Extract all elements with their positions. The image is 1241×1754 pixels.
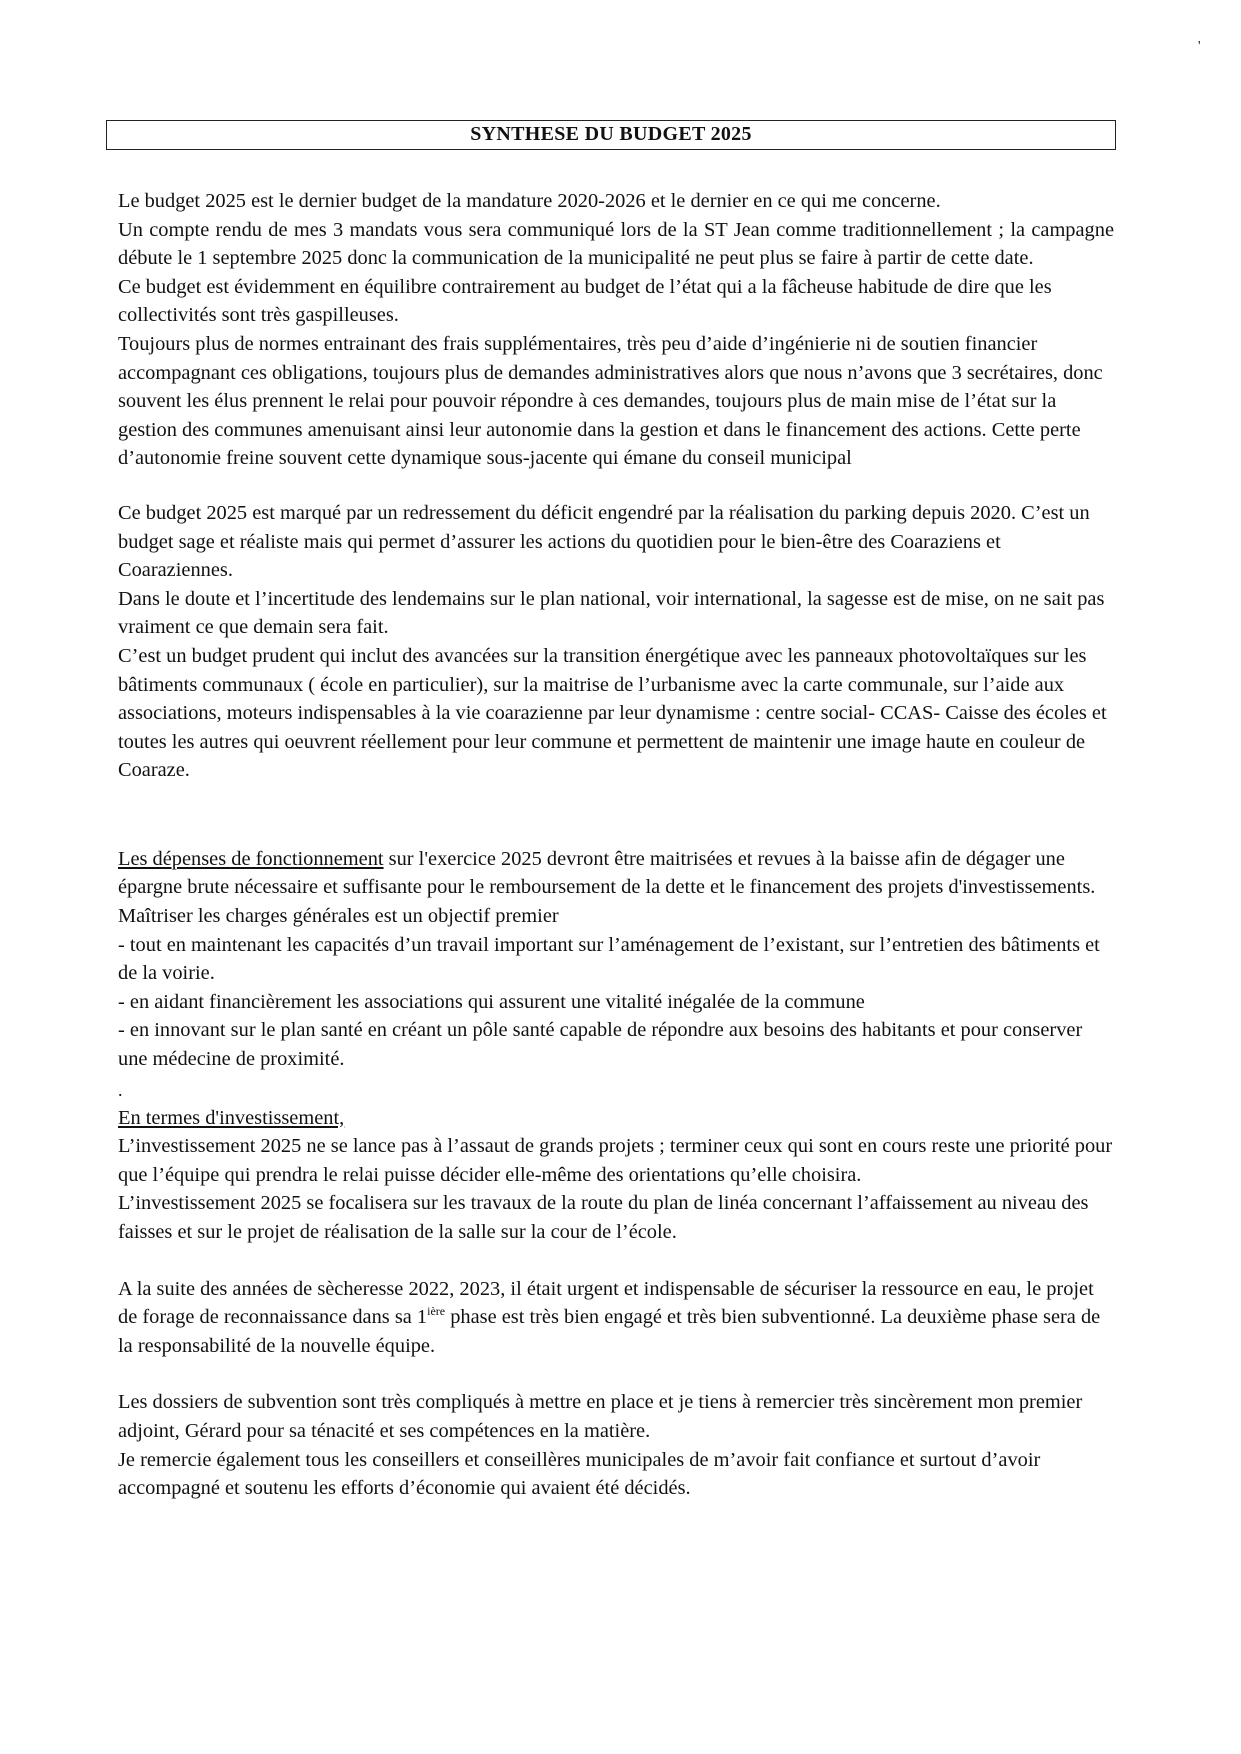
remerciements-paragraph: Je remercie également tous les conseillers et conseillères municipales de m’avoir fait confiance et surtout d’avoir accompagné et soutenu les efforts d’économie qui avaient été décidés. <box>118 1448 1041 1500</box>
bullet-item: - tout en maintenant les capacités d’un travail important sur l’aménagement de l’existant, sur l’entretien des bâtiments et de la voirie. <box>118 933 1100 985</box>
intro-paragraph-line: Le budget 2025 est le dernier budget de la mandature 2020-2026 et le dernier en ce qui me concerne. <box>118 190 941 212</box>
secheresse-text-a: A la suite des années de sècheresse 2022, 2023, il était urgent et indispensable de sécuriser la ressource en eau, le projet de forage de reconnaissance dans sa 1 <box>118 1277 1094 1329</box>
bullet-item: - en aidant financièrement les associations qui assurent une vitalité inégalée de la commune <box>118 990 865 1013</box>
spacer <box>118 785 1114 845</box>
spacer <box>118 1247 1114 1275</box>
stray-dot-line <box>118 1074 1114 1104</box>
spacer <box>118 1360 1114 1388</box>
investissement-heading: En termes d'investissement, <box>118 1106 345 1129</box>
depenses-text: sur l'exercice 2025 devront être maitrisées et revues à la baisse afin de dégager une épargne brute nécessaire et suffisante pour le remboursement de la dette et le financement des projets d'investissements. <box>118 847 1096 899</box>
investissement-paragraph: L’investissement 2025 ne se lance pas à l’assaut de grands projets ; terminer ceux qui sont en cours reste une priorité pour que l’équipe qui prendra le relai puisse décider elle-même des orientations qu’elle choisira. <box>118 1135 1113 1186</box>
corner-mark: ' <box>1198 39 1201 54</box>
secheresse-text-b: phase est très bien engagé et très bien subventionné. La deuxième phase sera de la responsabilité de la nouvelle équipe. <box>118 1306 1101 1357</box>
secheresse-paragraph <box>118 1275 1114 1361</box>
investissement-paragraph: L’investissement 2025 se focalisera sur les travaux de la route du plan de linéa concernant l’affaissement au niveau des faisses et sur le projet de réalisation de la salle sur la cour de l’école. <box>118 1192 1089 1243</box>
spacer <box>118 473 1114 499</box>
document-title: SYNTHESE DU BUDGET 2025 <box>470 123 752 145</box>
depenses-paragraph <box>118 845 1114 902</box>
document-body <box>118 187 1114 1503</box>
bullet-item: - en innovant sur le plan santé en créant un pôle santé capable de répondre aux besoins des habitants et pour conserver une médecine de proximité. <box>118 1019 1083 1071</box>
title-box <box>106 120 1116 150</box>
normes-paragraph: Toujours plus de normes entrainant des frais supplémentaires, très peu d’aide d’ingénierie ni de soutien financier accompagnant ces obligations, toujours plus de demandes administratives alors que nous n’avons que 3 secrétaires, donc souvent les élus prennent le relai pour pouvoir répondre à ces demandes, toujours plus de main mise de l’état sur la gestion des communes amenuisant ainsi leur autonomie dans la gestion et dans le financement des actions. Cette perte d’autonomie freine souvent cette dynamique sous-jacente qui émane du conseil municipal <box>118 332 1103 470</box>
doute-paragraph: Dans le doute et l’incertitude des lendemains sur le plan national, voir international, la sagesse est de mise, on ne sait pas vraiment ce que demain sera fait. <box>118 587 1105 639</box>
equilibre-paragraph: Ce budget est évidemment en équilibre contrairement au budget de l’état qui a la fâcheuse habitude de dire que les collectivités sont très gaspilleuses. <box>118 275 1052 327</box>
subvention-paragraph: Les dossiers de subvention sont très compliqués à mettre en place et je tiens à remercier très sincèrement mon premier adjoint, Gérard pour sa ténacité et ses compétences en la matière. <box>118 1391 1083 1442</box>
secheresse-superscript: ière <box>427 1304 446 1319</box>
charges-paragraph: Maîtriser les charges générales est un objectif premier <box>118 905 559 928</box>
prudent-paragraph: C’est un budget prudent qui inclut des avancées sur la transition énergétique avec les panneaux photovoltaïques sur les bâtiments communaux ( école en particulier), sur la maitrise de l’urbanisme avec la carte communale, sur l’aide aux associations, moteurs indispensables à la vie coarazienne par leur dynamisme : centre social- CCAS- Caisse des écoles et toutes les autres qui oeuvrent réellement pour leur commune et permettent de maintenir une image haute en couleur de Coaraze. <box>118 644 1107 782</box>
stray-dot: . <box>118 1079 123 1100</box>
depenses-heading: Les dépenses de fonctionnement <box>118 847 384 870</box>
redressement-paragraph: Ce budget 2025 est marqué par un redressement du déficit engendré par la réalisation du parking depuis 2020. C’est un budget sage et réaliste mais qui permet d’assurer les actions du quotidien pour le bien-être des Coaraziens et Coaraziennes. <box>118 501 1090 582</box>
intro-paragraph: Un compte rendu de mes 3 mandats vous sera communiqué lors de la ST Jean comme traditionnellement ; la campagne débute le 1 septembre 2025 donc la communication de la municipalité ne peut plus se faire à partir de cette date. <box>118 218 1114 270</box>
